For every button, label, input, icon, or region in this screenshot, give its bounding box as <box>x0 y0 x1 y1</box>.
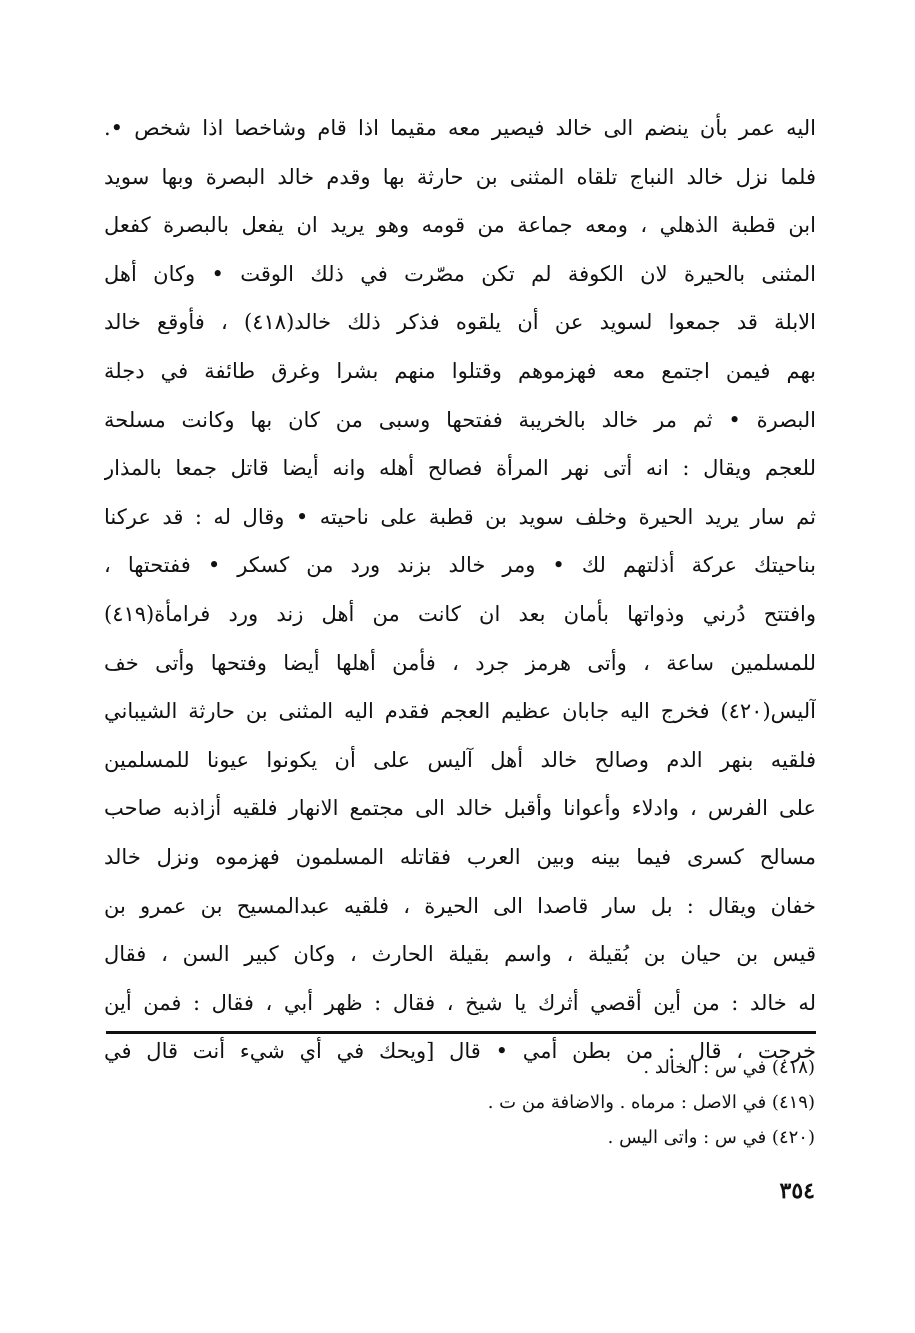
text-line: خفان ويقال : بل سار قاصدا الى الحيرة ، فلقيه عبدالمسيح بن عمرو بن <box>104 893 816 918</box>
text-line: وافتتح دُرني وذواتها بأمان بعد ان كانت من أهل زند ورد فرامأة(٤١٩) <box>104 601 816 626</box>
text-line: مسالح كسرى فيما بينه وبين العرب فقاتله المسلمون فهزموه ونزل خالد <box>104 844 816 869</box>
text-line: للمسلمين ساعة ، وأتى هرمز جرد ، فأمن أهلها أيضا وفتحها وأتى خف <box>104 650 816 675</box>
text-line: للعجم ويقال : انه أتى نهر المرأة فصالح أهله وانه أيضا قاتل جمعا بالمذار <box>104 456 816 481</box>
text-line: خرجت ، قال : من بطن أمي • قال [ويحك في أي شيء أنت قال في <box>104 1039 816 1064</box>
text-line: قيس بن حيان بن بُقيلة ، واسم بقيلة الحارث ، وكان كبير السن ، فقال <box>104 942 816 967</box>
footnote: (٤٢٠) في س : واتى اليس . <box>607 1127 815 1148</box>
footnote-divider <box>106 1031 816 1034</box>
footnote: (٤١٩) في الاصل : مرماه . والاضافة من ت . <box>487 1092 815 1113</box>
text-line: على الفرس ، وادلاء وأعوانا وأقبل خالد الى مجتمع الانهار فلقيه أزاذبه صاحب <box>104 796 816 821</box>
page-number: ٣٥٤ <box>779 1178 815 1204</box>
text-line: الابلة قد جمعوا لسويد عن أن يلقوه فذكر ذلك خالد(٤١٨) ، فأوقع خالد <box>104 310 816 335</box>
text-line: له خالد : من أين أقصي أثرك يا شيخ ، فقال : ظهر أبي ، فقال : فمن أين <box>104 990 816 1015</box>
footnote: (٤١٨) في س : الخالد . <box>643 1057 815 1078</box>
text-line: المثنى بالحيرة لان الكوفة لم تكن مصّرت في ذلك الوقت • وكان أهل <box>104 261 816 286</box>
main-text <box>104 104 816 1076</box>
text-line: بهم فيمن اجتمع معه فهزموهم وقتلوا منهم بشرا وغرق طائفة في دجلة <box>104 358 816 383</box>
text-line: فلقيه بنهر الدم وصالح خالد أهل آليس على أن يكونوا عيونا للمسلمين <box>104 747 816 772</box>
text-line: آليس(٤٢٠) فخرج اليه جابان عظيم العجم فقدم اليه المثنى بن حارثة الشيباني <box>104 699 816 724</box>
text-line: فلما نزل خالد النباج تلقاه المثنى بن حارثة بها وقدم خالد البصرة وبها سويد <box>104 164 816 189</box>
text-line: البصرة • ثم مر خالد بالخريبة ففتحها وسبى من كان بها وكانت مسلحة <box>104 407 816 432</box>
text-line: ابن قطبة الذهلي ، ومعه جماعة من قومه وهو يريد ان يفعل بالبصرة كفعل <box>104 213 816 238</box>
text-line: ثم سار يريد الحيرة وخلف سويد بن قطبة على ناحيته • وقال له : قد عركنا <box>104 504 816 529</box>
footnotes <box>300 1050 815 1155</box>
text-line: بناحيتك عركة أذلتهم لك • ومر خالد بزند ورد من كسكر • ففتحتها ، <box>104 553 816 578</box>
text-line: اليه عمر بأن ينضم الى خالد فيصير معه مقيما اذا قام وشاخصا اذا شخص •. <box>104 116 816 140</box>
